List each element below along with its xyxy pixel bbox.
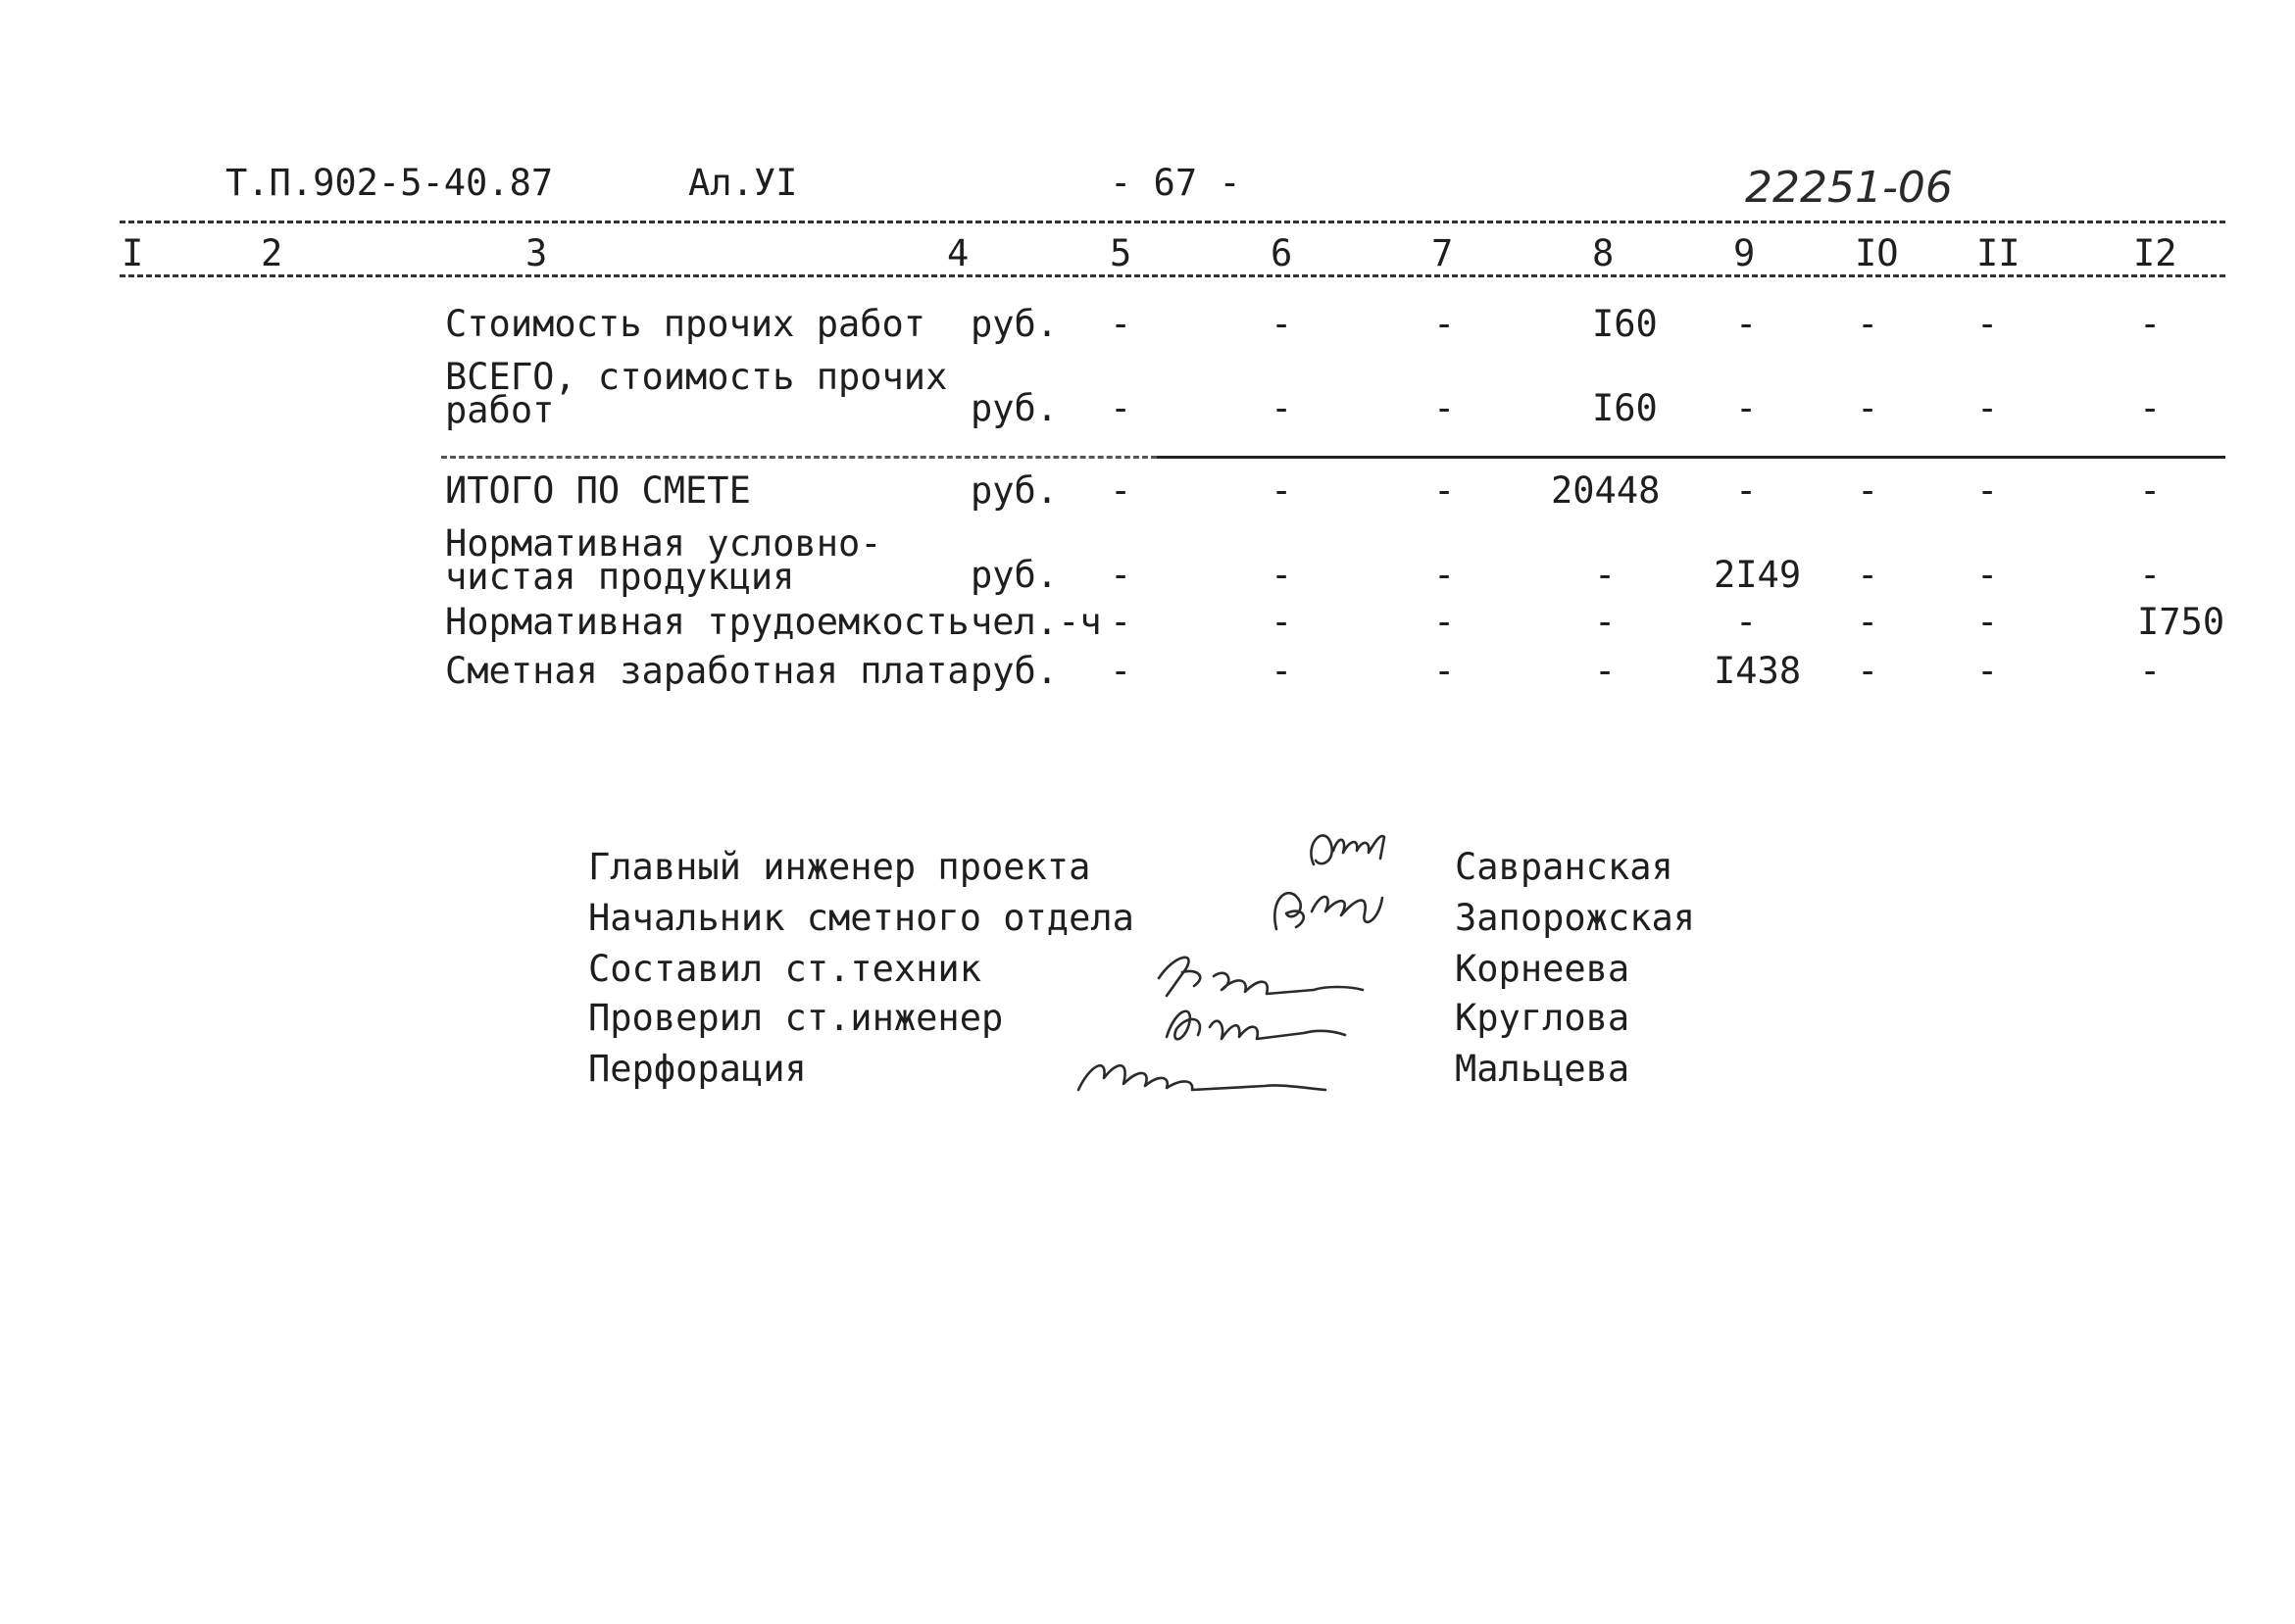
cell: - [2139, 303, 2162, 345]
row-name: Сметная заработная плата [445, 650, 970, 692]
cell: I60 [1592, 303, 1658, 345]
cell: - [1271, 387, 1293, 429]
cell: - [1110, 303, 1132, 345]
inventory-number: 22251-06 [1745, 163, 1953, 213]
cell: - [1271, 650, 1293, 692]
signatory-name: Мальцева [1455, 1048, 1630, 1090]
signature-stroke [1167, 1011, 1345, 1040]
signature-stroke [1311, 835, 1384, 864]
subtotal-rule-left [441, 456, 1157, 459]
cell: - [1857, 554, 1879, 596]
row-name: Стоимость прочих работ [445, 303, 926, 345]
row-unit: руб. [971, 469, 1059, 512]
cell: - [1976, 601, 1999, 643]
signature-stroke [1078, 1065, 1325, 1090]
row-unit: руб. [971, 650, 1059, 692]
row-unit: руб. [971, 554, 1059, 596]
signatory-role: Главный инженер проекта [588, 846, 1091, 888]
signatory-name: Савранская [1455, 846, 1673, 888]
cell: - [2139, 469, 2162, 512]
subtotal-rule [1157, 456, 2225, 459]
cell: - [1976, 650, 1999, 692]
album-number: Ал.УI [688, 162, 798, 204]
cell: - [1594, 650, 1617, 692]
cell: 2I49 [1714, 554, 1802, 596]
cell: - [1433, 303, 1456, 345]
cell: I438 [1714, 650, 1802, 692]
signatory-role: Перфорация [588, 1048, 807, 1090]
signatory-name: Круглова [1455, 997, 1630, 1039]
cell: - [1433, 650, 1456, 692]
page-number: - 67 - [1110, 162, 1241, 204]
table-top-rule [120, 221, 2225, 223]
column-header: I2 [2133, 232, 2177, 274]
cell: - [1976, 469, 1999, 512]
cell: I60 [1592, 387, 1658, 429]
cell: - [1857, 387, 1879, 429]
row-name: ВСЕГО, стоимость прочих [445, 356, 948, 398]
row-name: работ [445, 389, 555, 431]
cell: - [1433, 601, 1456, 643]
cell: - [1857, 469, 1879, 512]
column-header: 3 [525, 232, 548, 274]
row-name: ИТОГО ПО СМЕТЕ [445, 469, 751, 512]
cell: - [1857, 601, 1879, 643]
cell: - [1433, 387, 1456, 429]
row-unit: руб. [971, 303, 1059, 345]
signature-stroke [1274, 893, 1382, 929]
cell: - [1110, 650, 1132, 692]
cell: - [1976, 554, 1999, 596]
column-header: 4 [947, 232, 970, 274]
cell: - [1976, 303, 1999, 345]
cell: - [2139, 650, 2162, 692]
cell: - [1857, 650, 1879, 692]
cell: - [1271, 469, 1293, 512]
row-name: Нормативная условно- [445, 522, 882, 565]
signature-stroke [1159, 958, 1363, 996]
handwritten-signatures [1069, 804, 1441, 1098]
cell: - [1976, 387, 1999, 429]
row-unit: чел.-ч [971, 601, 1102, 643]
document-code: Т.П.902-5-40.87 [225, 162, 554, 204]
column-header: 7 [1431, 232, 1454, 274]
row-unit: руб. [971, 387, 1059, 429]
cell: - [1735, 469, 1758, 512]
cell: - [1594, 554, 1617, 596]
column-header: IO [1855, 232, 1899, 274]
column-header: 2 [261, 232, 283, 274]
cell: - [1735, 387, 1758, 429]
cell: - [1110, 554, 1132, 596]
cell: - [2139, 554, 2162, 596]
cell: - [1594, 601, 1617, 643]
column-header: 5 [1110, 232, 1132, 274]
cell: I750 [2137, 601, 2225, 643]
cell: - [1735, 601, 1758, 643]
cell: 20448 [1551, 469, 1661, 512]
signatory-role: Проверил ст.инженер [588, 997, 1004, 1039]
signatory-role: Составил ст.техник [588, 948, 981, 990]
row-name: Нормативная трудоемкость [445, 601, 970, 643]
signatory-name: Запорожская [1455, 897, 1696, 939]
cell: - [1110, 387, 1132, 429]
signatory-name: Корнеева [1455, 948, 1630, 990]
signatory-role: Начальник сметного отдела [588, 897, 1134, 939]
cell: - [2139, 387, 2162, 429]
column-header: 6 [1271, 232, 1293, 274]
row-name: чистая продукция [445, 556, 795, 598]
cell: - [1271, 554, 1293, 596]
cell: - [1110, 469, 1132, 512]
cell: - [1433, 554, 1456, 596]
cell: - [1271, 601, 1293, 643]
column-header: 9 [1733, 232, 1756, 274]
cell: - [1735, 303, 1758, 345]
column-header: II [1976, 232, 2021, 274]
column-header: I [122, 232, 144, 274]
cell: - [1857, 303, 1879, 345]
cell: - [1271, 303, 1293, 345]
column-header: 8 [1592, 232, 1615, 274]
cell: - [1110, 601, 1132, 643]
header-bottom-rule [120, 274, 2225, 277]
cell: - [1433, 469, 1456, 512]
